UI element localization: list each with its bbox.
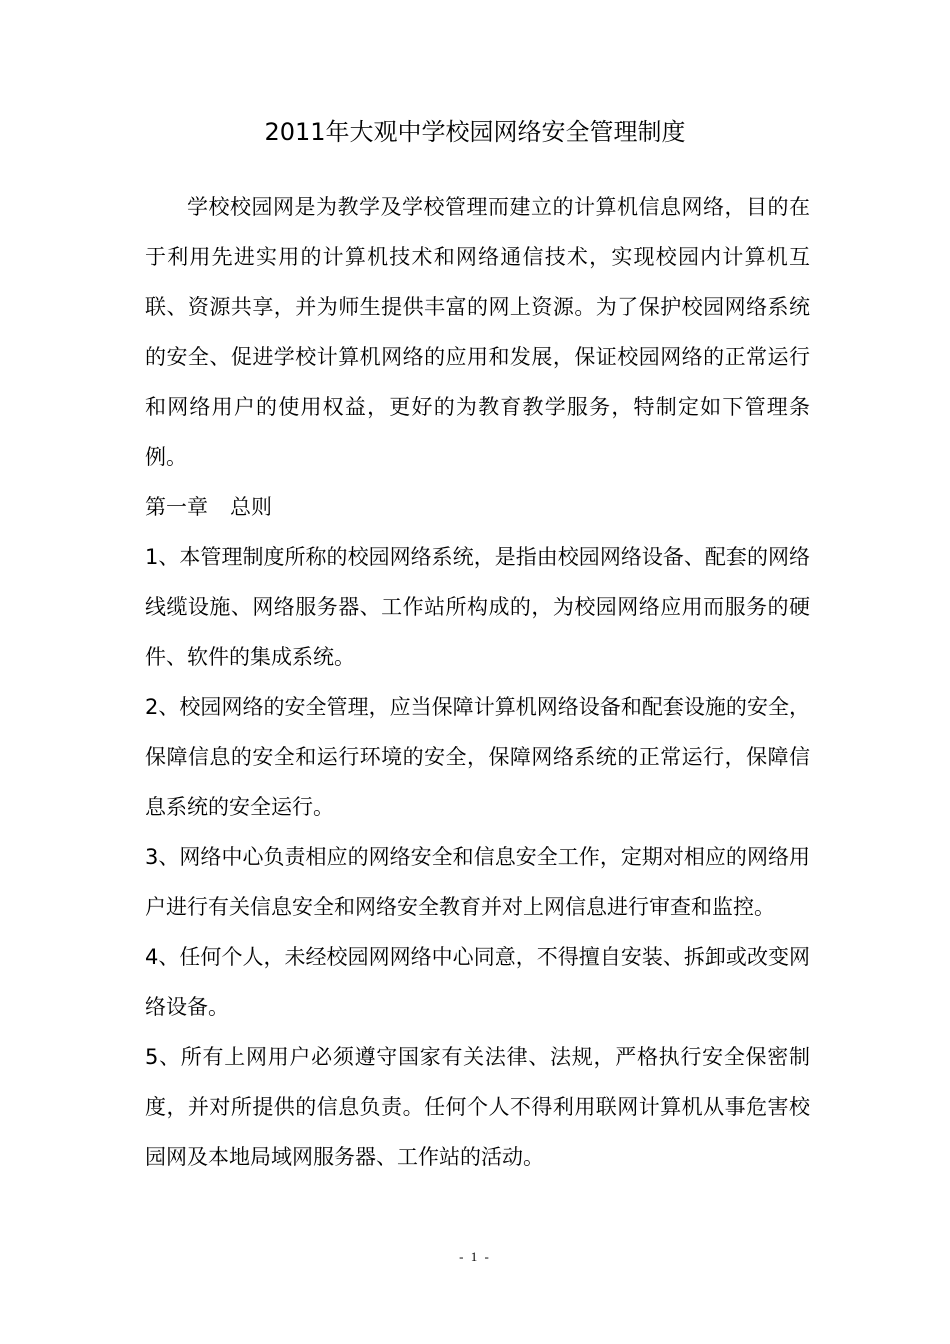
article-5: 5、所有上网用户必须遵守国家有关法律、法规，严格执行安全保密制度，并对所提供的信息负责。任何个人不得利用联网计算机从事危害校园网及本地局域网服务器、工作站的活动。 — [145, 1045, 810, 1169]
article-4: 4、任何个人，未经校园网网络中心同意，不得擅自安装、拆卸或改变网络设备。 — [145, 945, 810, 1019]
article-1: 1、本管理制度所称的校园网络系统，是指由校园网络设备、配套的网络线缆设施、网络服务器、工作站所构成的，为校园网络应用而服务的硬件、软件的集成系统。 — [145, 545, 810, 669]
intro-paragraph: 学校校园网是为教学及学校管理而建立的计算机信息网络，目的在于利用先进实用的计算机技术和网络通信技术，实现校园内计算机互联、资源共享，并为师生提供丰富的网上资源。为了保护校园网络系统的安全、促进学校计算机网络的应用和发展，保证校园网络的正常运行和网络用户的使用权益，更好的为教育教学服务，特制定如下管理条例。 — [145, 195, 810, 469]
document-title: 2011年大观中学校园网络安全管理制度 — [264, 118, 686, 146]
chapter-name: 总则 — [230, 495, 272, 519]
document-body — [145, 182, 810, 1182]
chapter-number: 第一章 — [145, 495, 208, 519]
page-number: - 1 - — [459, 1249, 491, 1264]
article-2: 2、校园网络的安全管理，应当保障计算机网络设备和配套设施的安全，保障信息的安全和运行环境的安全，保障网络系统的正常运行，保障信息系统的安全运行。 — [145, 695, 810, 819]
article-3: 3、网络中心负责相应的网络安全和信息安全工作，定期对相应的网络用户进行有关信息安全和网络安全教育并对上网信息进行审查和监控。 — [145, 845, 810, 919]
chapter-heading — [145, 482, 810, 532]
